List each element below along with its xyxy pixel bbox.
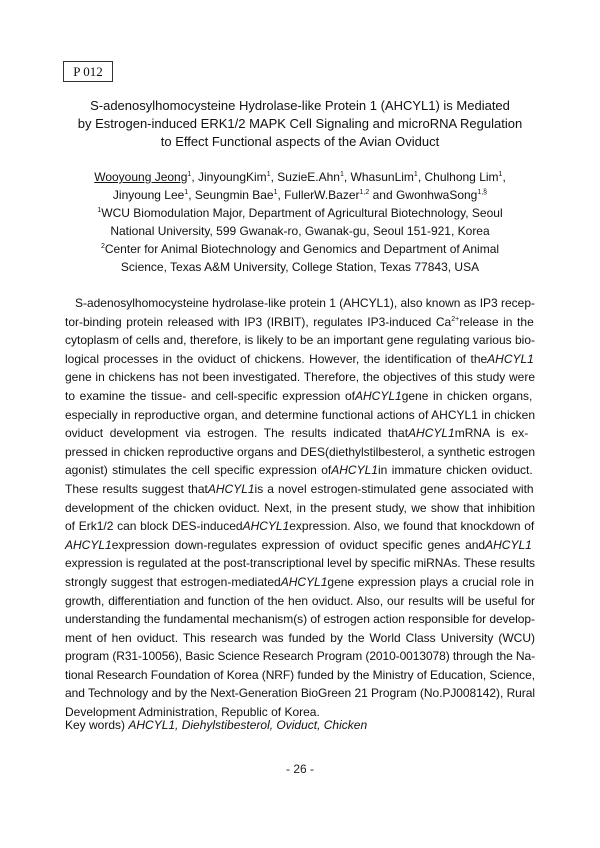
abstract-line	[65, 573, 535, 592]
affiliation-text: Science, Texas A&M University, College Station, Texas 77843, USA	[120, 260, 480, 274]
affiliation-mark: 1	[413, 171, 418, 178]
abstract-line	[65, 592, 535, 611]
abstract-line	[65, 368, 535, 387]
abstract-line	[65, 610, 535, 629]
abstract-text: agonist) stimulates the cell specific expression ofAHCYL1in immature chicken oviduct.	[65, 463, 533, 478]
gene-name: AHCYL1	[280, 574, 328, 589]
abstract-text: gene in chickens has not been investigated. Therefore, the objectives of this study were	[65, 370, 535, 385]
affiliation-line	[60, 240, 540, 258]
abstract-text: pressed in chicken reproductive organs and DES(diethylstilbesterol, a synthetic estrogen	[65, 444, 536, 459]
abstract-line	[65, 461, 535, 480]
title-line: to Effect Functional aspects of the Avian Oviduct	[160, 134, 440, 149]
abstract-line	[65, 499, 535, 518]
affiliation-mark: 2	[100, 243, 105, 250]
page-number: - 26 -	[285, 762, 314, 776]
keywords	[65, 716, 367, 734]
abstract-text: to examine the tissue- and cell-specific expression ofAHCYL1gene in chicken organs,	[65, 388, 533, 403]
abstract-line	[65, 647, 535, 666]
abstract-line	[65, 443, 535, 462]
abstract-text: understanding the fundamental mechanism(s) of estrogen action responsible for develop-	[65, 612, 535, 627]
abstract-text: Development Administration, Republic of Korea.	[65, 705, 320, 720]
affiliation-mark: 1	[339, 171, 344, 178]
affiliation-line	[60, 258, 540, 276]
abstract-text: tional Research Foundation of Korea (NRF) funded by the Ministry of Education, Science,	[65, 667, 535, 682]
abstract-text: especially in reproductive organ, and determine functional actions of AHCYL1 in chicken	[65, 407, 535, 422]
affiliation-line	[60, 222, 540, 240]
affiliation-mark: 1	[273, 189, 278, 196]
abstract-text: cytoplasm of cells and, therefore, is likely to be an important gene regulating various bio-	[65, 333, 535, 348]
gene-name: AHCYL1	[485, 537, 532, 552]
abstract-text: These results suggest thatAHCYL1is a novel estrogen-stimulated gene associated with	[65, 481, 534, 496]
abstract-text: program (R31-10056), Basic Science Research Program (2010-0013078) through the Na-	[65, 649, 535, 664]
affiliation-text: WCU Biomodulation Major, Department of Agricultural Biotechnology, Seoul	[101, 206, 503, 220]
abstract-line	[65, 629, 535, 648]
author-name: , Chulhong Lim	[417, 170, 499, 184]
author-name: , FullerW.Bazer	[277, 188, 360, 202]
author-line	[60, 168, 540, 186]
abstract-line	[65, 331, 535, 350]
gene-name: AHCYL1	[408, 426, 455, 441]
abstract-line	[65, 406, 535, 425]
affiliation-mark: 1	[187, 171, 192, 178]
gene-name: AHCYL1	[331, 463, 378, 478]
gene-name: AHCYL1	[487, 351, 534, 366]
abstract-text: AHCYL1expression down-regulates expression of oviduct specific genes andAHCYL1	[65, 537, 532, 552]
author-name: , Seungmin Bae	[188, 188, 274, 202]
affiliation-text: Center for Animal Biotechnology and Genomics and Department of Animal	[104, 242, 500, 256]
affiliation-mark: 1	[97, 207, 102, 214]
affiliation-line	[60, 204, 540, 222]
abstract-line	[65, 294, 535, 313]
gene-name: AHCYL1	[65, 537, 112, 552]
abstract-text: S-adenosylhomocysteine hydrolase-like protein 1 (AHCYL1), also known as IP3 recep-	[75, 296, 535, 310]
abstract-text: strongly suggest that estrogen-mediatedAHCYL1gene expression plays a crucial role in	[65, 574, 534, 589]
affiliation-mark: 1,§	[477, 189, 488, 196]
author-name: Jinyoung Lee	[112, 188, 185, 202]
abstract-text: ment of hen oviduct. This research was funded by the World Class University (WCU)	[65, 630, 535, 645]
author-line	[60, 186, 540, 204]
abstract-code-box: P 012	[63, 61, 113, 82]
affiliation-text: National University, 599 Gwanak-ro, Gwanak-gu, Seoul 151-921, Korea	[110, 224, 490, 238]
first-author: Wooyoung Jeong	[94, 170, 188, 184]
gene-name: AHCYL1	[242, 519, 290, 534]
abstract-line	[65, 387, 535, 406]
abstract-line	[65, 554, 535, 573]
gene-name: AHCYL1	[207, 481, 255, 496]
abstract-body	[65, 294, 535, 722]
title-line: S-adenosylhomocysteine Hydrolase-like Protein 1 (AHCYL1) is Mediated	[90, 98, 510, 113]
author-name: , JinyoungKim	[191, 170, 267, 184]
author-block	[60, 168, 540, 276]
affiliation-mark: 1	[184, 189, 189, 196]
author-name: , WhasunLim	[343, 170, 414, 184]
author-separator: ,	[502, 170, 506, 184]
abstract-text: oviduct development via estrogen. The results indicated thatAHCYL1mRNA is ex-	[65, 426, 529, 441]
title-line: by Estrogen-induced ERK1/2 MAPK Cell Signaling and microRNA Regulation	[77, 116, 523, 131]
abstract-line	[65, 480, 535, 499]
abstract-text: and Technology and by the Next-Generation BioGreen 21 Program (No.PJ008142), Rural	[65, 686, 535, 701]
affiliation-mark: 1	[498, 171, 503, 178]
abstract-text: tor-binding protein released with IP3 (IRBIT), regulates IP3-induced $Ca^{2+}release$ in the	[65, 314, 534, 329]
paper-title	[60, 97, 540, 151]
affiliation-mark: 1	[266, 171, 271, 178]
affiliation-mark: 1,2	[359, 189, 370, 196]
author-name: and GwonhwaSong	[369, 188, 478, 202]
abstract-line	[65, 666, 535, 685]
abstract-text: logical processes in the oviduct of chickens. However, the identification of theAHCYL1	[65, 351, 534, 366]
abstract-line	[65, 536, 535, 555]
abstract-text: development of the chicken oviduct. Next, in the present study, we show that inhibition	[65, 500, 535, 515]
abstract-line	[65, 424, 535, 443]
abstract-line	[65, 313, 535, 332]
abstract-text: of Erk1/2 can block DES-inducedAHCYL1expression. Also, we found that knockdown of	[65, 519, 535, 534]
keywords-label: Key words)	[65, 718, 129, 732]
gene-name: AHCYL1	[355, 388, 402, 403]
abstract-line	[65, 684, 535, 703]
abstract-line	[65, 350, 535, 369]
author-name: , SuzieE.Ahn	[270, 170, 340, 184]
keywords-terms: AHCYL1, Diehylstibesterol, Oviduct, Chicken	[128, 718, 368, 732]
abstract-text: growth, differentiation and function of the hen oviduct. Also, our results will be useful for	[65, 593, 535, 608]
abstract-line	[65, 517, 535, 536]
superscript: 2+	[451, 315, 460, 323]
abstract-text: expression is regulated at the post-transcriptional level by specific miRNAs. These results	[65, 556, 536, 571]
